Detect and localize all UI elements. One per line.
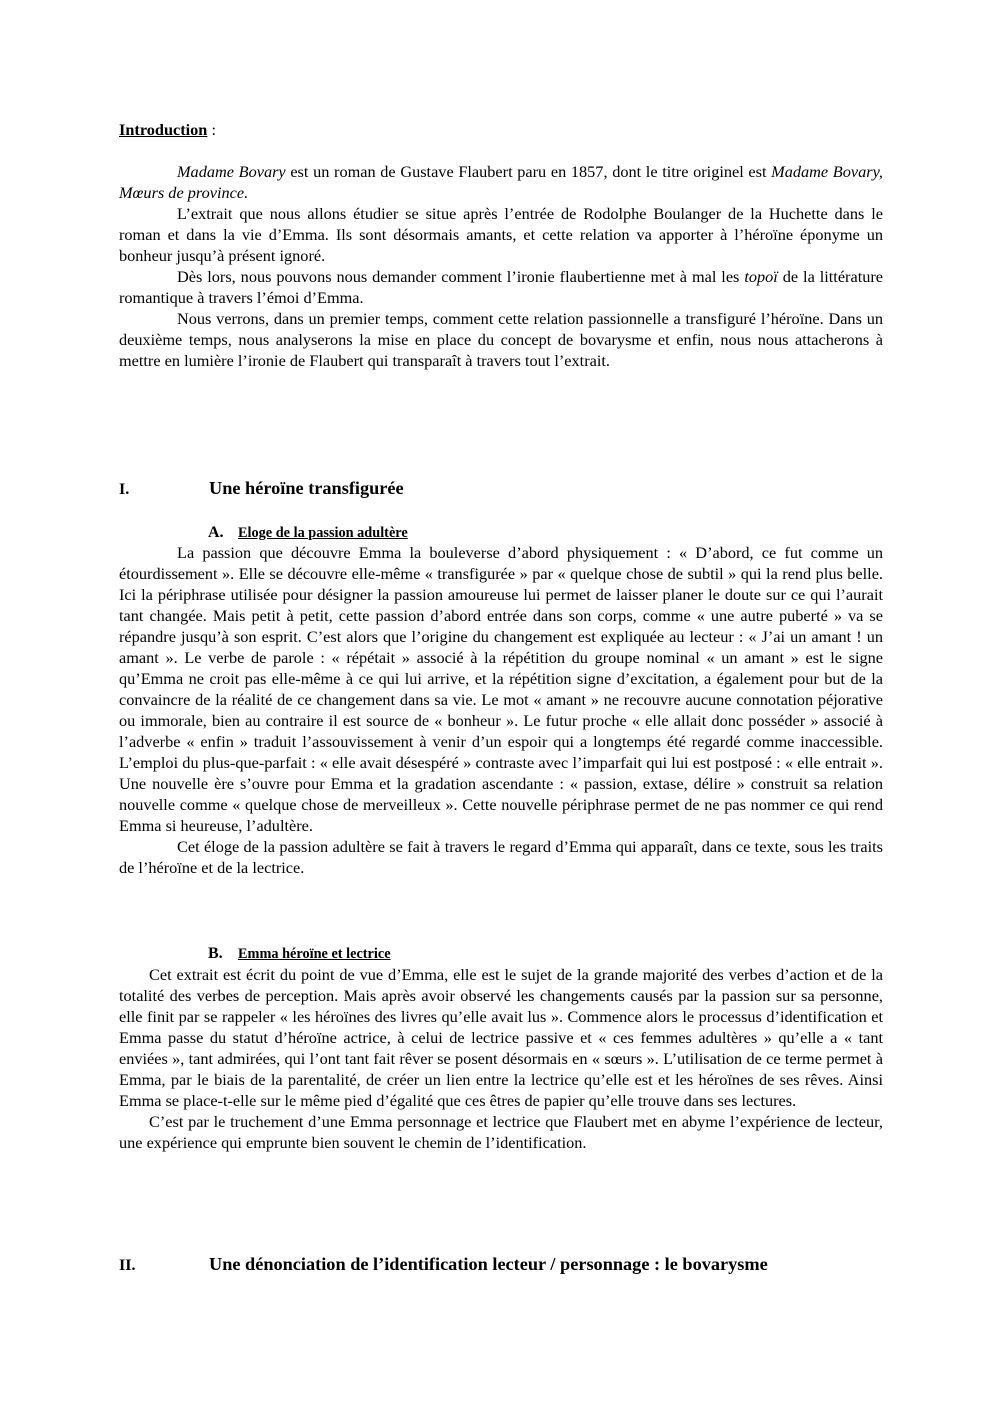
part-2-title: Une dénonciation de l’identification lecteur / personnage : le bovarysme <box>209 1254 768 1274</box>
intro-paragraph-1: Madame Bovary est un roman de Gustave Flaubert paru en 1857, dont le titre originel est Madame Bovary, Mœurs de province. <box>119 162 883 202</box>
part-1-number: I. <box>119 481 130 498</box>
novel-title: Madame Bovary <box>177 162 286 181</box>
section-a-letter: A. <box>208 524 224 541</box>
section-b-body <box>119 964 883 1153</box>
section-a-title: Eloge de la passion adultère <box>238 525 408 541</box>
introduction-body <box>119 161 883 371</box>
part-1-title: Une héroïne transfigurée <box>209 478 404 498</box>
novel-original-title: Madame Bovary, Mœurs de province. <box>119 162 883 202</box>
section-b-letter: B. <box>208 945 223 962</box>
section-a-heading <box>208 522 408 544</box>
part-2-heading <box>119 1254 768 1276</box>
intro-paragraph-4: Nous verrons, dans un premier temps, comment cette relation passionnelle a transfiguré l’héroïne. Dans un deuxième temps, nous analyserons la mise en place du concept de bovarysme et enfin, nous nous attacherons à mettre en lumière l’ironie de Flaubert qui transparaît à travers tout l’extrait. <box>119 309 883 370</box>
intro-paragraph-3: Dès lors, nous pouvons nous demander comment l’ironie flaubertienne met à mal les topoï de la littérature romantique à travers l’émoi d’Emma. <box>119 267 884 307</box>
introduction-heading-label: Introduction <box>119 120 208 139</box>
topoi-term: topoï <box>744 267 778 286</box>
part-1-heading <box>119 478 404 500</box>
section-a-body <box>119 542 883 878</box>
section-a-paragraph-1: La passion que découvre Emma la bouleverse d’abord physiquement : « D’abord, ce fut comme un étourdissement ». Elle se découvre elle-même « transfigurée » par « quelque chose de subtil » qui la rend plus belle. Ici la périphrase utilisée pour désigner la passion amoureuse lui permet de laisser planer le doute sur ce qui l’aurait tant changée. Mais petit à petit, cette passion d’abord entrée dans son corps, comme « une autre puberté » va se répandre jusqu’à son esprit. C’est alors que l’origine du changement est expliquée au lecteur : « J’ai un amant ! un amant ». Le verbe de parole : « répétait » associé à la répétition du groupe nominal « un amant » est le signe qu’Emma ne croit pas elle-même à ce qui lui arrive, et la répétition signe d’excitation, a également pour but de la convaincre de la réalité de ce changement dans sa vie. Le mot « amant » ne recouvre aucune connotation péjorative ou immorale, bien au contraire il est source de « bonheur ». Le futur proche « elle allait donc posséder » associé à l’adverbe « enfin » traduit l’assouvissement à venir d’un espoir qui a longtemps été regardé comme inaccessible. L’emploi du plus-que-parfait : « elle avait désespéré » contraste avec l’imparfait qui lui est postposé : « elle entrait ». Une nouvelle ère s’ouvre pour Emma et la gradation ascendante : « passion, extase, délire » construit sa relation nouvelle comme « quelque chose de merveilleux ». Cette nouvelle périphrase permet de ne pas nommer ce qui rend Emma si heureuse, l’adultère. <box>119 543 883 835</box>
section-a-paragraph-2: Cet éloge de la passion adultère se fait à travers le regard d’Emma qui apparaît, dans ce texte, sous les traits de l’héroïne et de la lectrice. <box>119 837 883 877</box>
part-2-number: II. <box>119 1257 136 1274</box>
section-b-title: Emma héroïne et lectrice <box>238 946 391 962</box>
section-b-paragraph-1: Cet extrait est écrit du point de vue d’Emma, elle est le sujet de la grande majorité des verbes d’action et de la totalité des verbes de perception. Mais après avoir observé les changements causés par la passion sur sa personne, elle finit par se rappeler « les héroïnes des livres qu’elle avait lus ». Commence alors le processus d’identification et Emma passe du statut d’héroïne actrice, à celui de lectrice passive et « ces femmes adultères » qu’elle a « tant enviées », tant admirées, qui l’ont tant fait rêver se posent désormais en « sœurs ». L’utilisation de ce terme permet à Emma, par le biais de la parentalité, de créer un lien entre la lectrice qu’elle est et les héroïnes de ses rêves. Ainsi Emma se place-t-elle sur le même pied d’égalité que ces êtres de papier qu’elle trouve dans ses lectures. <box>119 965 883 1110</box>
introduction-heading-colon: : <box>207 120 216 139</box>
section-b-heading <box>208 943 391 965</box>
introduction-heading <box>119 119 216 140</box>
intro-paragraph-2: L’extrait que nous allons étudier se situe après l’entrée de Rodolphe Boulanger de la Huchette dans le roman et dans la vie d’Emma. Ils sont désormais amants, et cette relation va apporter à l’héroïne éponyme un bonheur jusqu’à présent ignoré. <box>119 204 883 265</box>
section-b-paragraph-2: C’est par le truchement d’une Emma personnage et lectrice que Flaubert met en abyme l’expérience de lecteur, une expérience qui emprunte bien souvent le chemin de l’identification. <box>119 1112 883 1152</box>
